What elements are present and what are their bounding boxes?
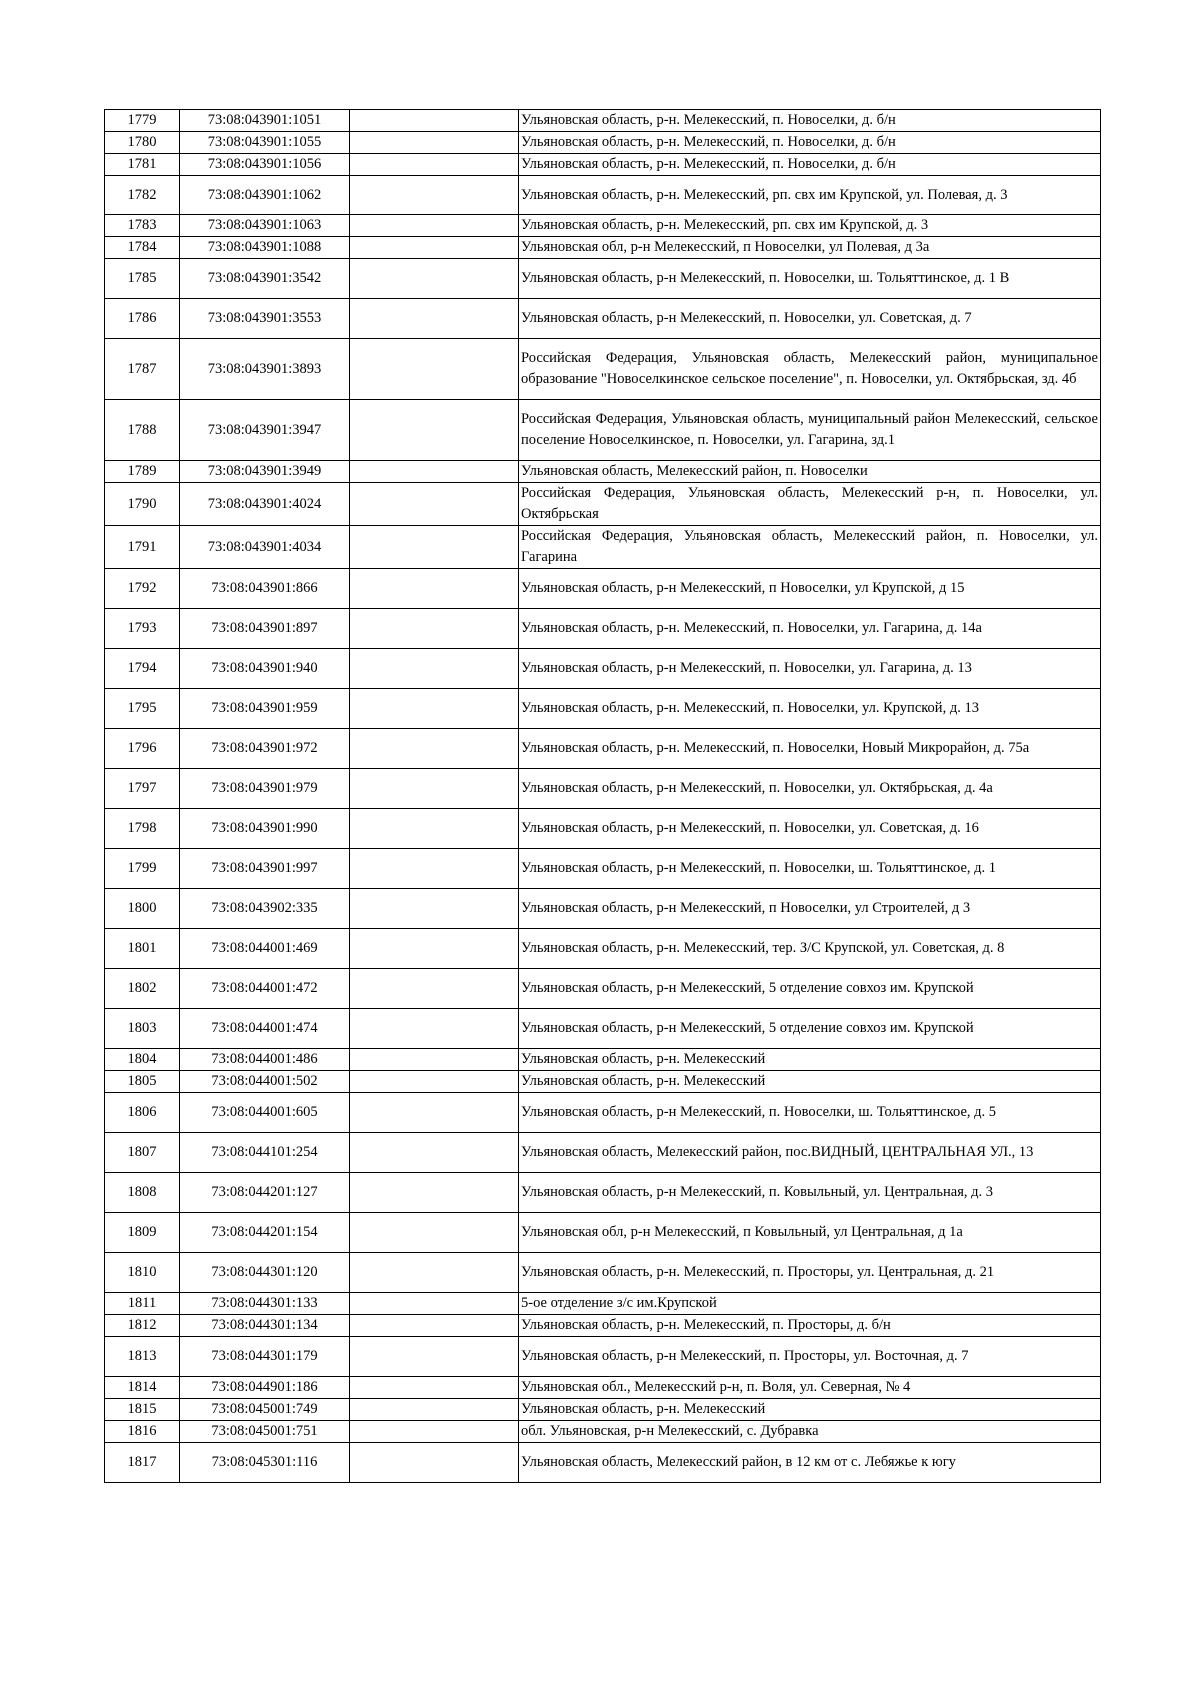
row-number-cell: 1817	[105, 1443, 180, 1483]
table-row	[105, 237, 1101, 259]
cadastral-number-cell: 73:08:043901:3949	[180, 461, 350, 483]
cadastral-number-cell: 73:08:043901:1056	[180, 154, 350, 176]
cadastral-number-cell: 73:08:043901:990	[180, 809, 350, 849]
row-number-cell: 1790	[105, 483, 180, 526]
empty-cell	[350, 809, 519, 849]
address-cell: Ульяновская область, р-н. Мелекесский, п. Просторы, д. б/н	[519, 1315, 1101, 1337]
cadastral-number-cell: 73:08:044101:254	[180, 1133, 350, 1173]
table-row	[105, 1253, 1101, 1293]
empty-cell	[350, 1337, 519, 1377]
address-cell: Ульяновская область, р-н. Мелекесский, п. Новоселки, д. б/н	[519, 154, 1101, 176]
address-cell: Ульяновская область, р-н. Мелекесский, п. Новоселки, Новый Микрорайон, д. 75а	[519, 729, 1101, 769]
empty-cell	[350, 569, 519, 609]
row-number-cell: 1800	[105, 889, 180, 929]
table-row	[105, 132, 1101, 154]
cadastral-number-cell: 73:08:043901:3542	[180, 259, 350, 299]
row-number-cell: 1783	[105, 215, 180, 237]
empty-cell	[350, 849, 519, 889]
row-number-cell: 1810	[105, 1253, 180, 1293]
cadastral-number-cell: 73:08:043901:4034	[180, 526, 350, 569]
registry-table	[104, 109, 1101, 1483]
cadastral-number-cell: 73:08:044301:133	[180, 1293, 350, 1315]
row-number-cell: 1779	[105, 110, 180, 132]
row-number-cell: 1801	[105, 929, 180, 969]
cadastral-number-cell: 73:08:044201:154	[180, 1213, 350, 1253]
address-cell: Ульяновская область, р-н Мелекесский, п. Новоселки, ш. Тольяттинское, д. 1	[519, 849, 1101, 889]
address-cell: Ульяновская область, р-н Мелекесский, п. Новоселки, ул. Октябрьская, д. 4а	[519, 769, 1101, 809]
empty-cell	[350, 483, 519, 526]
address-cell: Ульяновская область, Мелекесский район, п. Новоселки	[519, 461, 1101, 483]
table-row	[105, 609, 1101, 649]
address-cell: Ульяновская область, р-н. Мелекесский	[519, 1049, 1101, 1071]
cadastral-number-cell: 73:08:043901:1062	[180, 176, 350, 215]
address-cell: Ульяновская область, р-н Мелекесский, п. Новоселки, ул. Гагарина, д. 13	[519, 649, 1101, 689]
address-cell: Российская Федерация, Ульяновская область, Мелекесский р-н, п. Новоселки, ул. Октябрьская	[519, 483, 1101, 526]
row-number-cell: 1805	[105, 1071, 180, 1093]
cadastral-number-cell: 73:08:043901:1055	[180, 132, 350, 154]
empty-cell	[350, 729, 519, 769]
address-cell: Ульяновская область, р-н. Мелекесский, п. Новоселки, ул. Гагарина, д. 14а	[519, 609, 1101, 649]
row-number-cell: 1791	[105, 526, 180, 569]
table-row	[105, 259, 1101, 299]
empty-cell	[350, 400, 519, 461]
empty-cell	[350, 339, 519, 400]
empty-cell	[350, 1443, 519, 1483]
empty-cell	[350, 299, 519, 339]
cadastral-number-cell: 73:08:043901:866	[180, 569, 350, 609]
empty-cell	[350, 154, 519, 176]
table-row	[105, 299, 1101, 339]
address-cell: обл. Ульяновская, р-н Мелекесский, с. Дубравка	[519, 1421, 1101, 1443]
empty-cell	[350, 1049, 519, 1071]
table-row	[105, 1133, 1101, 1173]
address-cell: Ульяновская область, р-н. Мелекесский, п. Новоселки, ул. Крупской, д. 13	[519, 689, 1101, 729]
row-number-cell: 1793	[105, 609, 180, 649]
empty-cell	[350, 1009, 519, 1049]
table-row	[105, 809, 1101, 849]
cadastral-number-cell: 73:08:044001:474	[180, 1009, 350, 1049]
address-cell: Российская Федерация, Ульяновская область, Мелекесский район, п. Новоселки, ул. Гагарина	[519, 526, 1101, 569]
table-row	[105, 1293, 1101, 1315]
empty-cell	[350, 649, 519, 689]
row-number-cell: 1780	[105, 132, 180, 154]
address-cell: Ульяновская область, р-н Мелекесский, п. Новоселки, ул. Советская, д. 7	[519, 299, 1101, 339]
cadastral-number-cell: 73:08:043901:972	[180, 729, 350, 769]
empty-cell	[350, 1093, 519, 1133]
empty-cell	[350, 1071, 519, 1093]
row-number-cell: 1799	[105, 849, 180, 889]
row-number-cell: 1782	[105, 176, 180, 215]
cadastral-number-cell: 73:08:043901:3947	[180, 400, 350, 461]
row-number-cell: 1812	[105, 1315, 180, 1337]
address-cell: Ульяновская область, р-н Мелекесский, 5 отделение совхоз им. Крупской	[519, 1009, 1101, 1049]
cadastral-number-cell: 73:08:044301:179	[180, 1337, 350, 1377]
address-cell: Ульяновская область, р-н. Мелекесский, п. Новоселки, д. б/н	[519, 110, 1101, 132]
table-row	[105, 176, 1101, 215]
cadastral-number-cell: 73:08:045301:116	[180, 1443, 350, 1483]
empty-cell	[350, 609, 519, 649]
address-cell: Российская Федерация, Ульяновская область, муниципальный район Мелекесский, сельское поселение Новоселкинское, п. Новоселки, ул. Гагарина, зд.1	[519, 400, 1101, 461]
cadastral-number-cell: 73:08:044301:134	[180, 1315, 350, 1337]
cadastral-number-cell: 73:08:043901:4024	[180, 483, 350, 526]
row-number-cell: 1785	[105, 259, 180, 299]
address-cell: Ульяновская область, р-н. Мелекесский	[519, 1399, 1101, 1421]
table-row	[105, 526, 1101, 569]
cadastral-number-cell: 73:08:043901:1051	[180, 110, 350, 132]
table-row	[105, 729, 1101, 769]
table-row	[105, 849, 1101, 889]
cadastral-number-cell: 73:08:044001:502	[180, 1071, 350, 1093]
table-row	[105, 1337, 1101, 1377]
table-row	[105, 889, 1101, 929]
row-number-cell: 1795	[105, 689, 180, 729]
address-cell: Ульяновская обл, р-н Мелекесский, п Новоселки, ул Полевая, д 3а	[519, 237, 1101, 259]
cadastral-number-cell: 73:08:043901:997	[180, 849, 350, 889]
empty-cell	[350, 1315, 519, 1337]
address-cell: Ульяновская область, р-н. Мелекесский	[519, 1071, 1101, 1093]
table-row	[105, 461, 1101, 483]
row-number-cell: 1814	[105, 1377, 180, 1399]
cadastral-number-cell: 73:08:043901:1088	[180, 237, 350, 259]
cadastral-number-cell: 73:08:043901:1063	[180, 215, 350, 237]
row-number-cell: 1781	[105, 154, 180, 176]
address-cell: Ульяновская область, р-н. Мелекесский, тер. З/С Крупской, ул. Советская, д. 8	[519, 929, 1101, 969]
cadastral-number-cell: 73:08:043901:979	[180, 769, 350, 809]
empty-cell	[350, 215, 519, 237]
table-row	[105, 769, 1101, 809]
cadastral-number-cell: 73:08:044301:120	[180, 1253, 350, 1293]
table-row	[105, 1173, 1101, 1213]
empty-cell	[350, 461, 519, 483]
empty-cell	[350, 132, 519, 154]
table-row	[105, 1071, 1101, 1093]
table-row	[105, 1093, 1101, 1133]
empty-cell	[350, 689, 519, 729]
table-row	[105, 1009, 1101, 1049]
row-number-cell: 1808	[105, 1173, 180, 1213]
row-number-cell: 1803	[105, 1009, 180, 1049]
empty-cell	[350, 1377, 519, 1399]
cadastral-number-cell: 73:08:044001:605	[180, 1093, 350, 1133]
table-row	[105, 1049, 1101, 1071]
table-row	[105, 1443, 1101, 1483]
row-number-cell: 1809	[105, 1213, 180, 1253]
address-cell: Ульяновская область, р-н Мелекесский, п. Новоселки, ш. Тольяттинское, д. 5	[519, 1093, 1101, 1133]
cadastral-number-cell: 73:08:045001:749	[180, 1399, 350, 1421]
row-number-cell: 1789	[105, 461, 180, 483]
table-row	[105, 569, 1101, 609]
table-row	[105, 154, 1101, 176]
row-number-cell: 1798	[105, 809, 180, 849]
table-row	[105, 110, 1101, 132]
row-number-cell: 1788	[105, 400, 180, 461]
table-row	[105, 1315, 1101, 1337]
empty-cell	[350, 1253, 519, 1293]
empty-cell	[350, 1213, 519, 1253]
row-number-cell: 1815	[105, 1399, 180, 1421]
empty-cell	[350, 889, 519, 929]
row-number-cell: 1796	[105, 729, 180, 769]
address-cell: Ульяновская область, р-н Мелекесский, п. Просторы, ул. Восточная, д. 7	[519, 1337, 1101, 1377]
address-cell: Ульяновская область, р-н Мелекесский, 5 отделение совхоз им. Крупской	[519, 969, 1101, 1009]
empty-cell	[350, 259, 519, 299]
table-row	[105, 649, 1101, 689]
cadastral-number-cell: 73:08:043901:3553	[180, 299, 350, 339]
empty-cell	[350, 1421, 519, 1443]
cadastral-number-cell: 73:08:043901:897	[180, 609, 350, 649]
row-number-cell: 1784	[105, 237, 180, 259]
address-cell: Ульяновская область, р-н Мелекесский, п Новоселки, ул Строителей, д 3	[519, 889, 1101, 929]
row-number-cell: 1813	[105, 1337, 180, 1377]
cadastral-number-cell: 73:08:045001:751	[180, 1421, 350, 1443]
table-row	[105, 689, 1101, 729]
empty-cell	[350, 769, 519, 809]
empty-cell	[350, 526, 519, 569]
empty-cell	[350, 1293, 519, 1315]
address-cell: Ульяновская область, р-н Мелекесский, п. Новоселки, ул. Советская, д. 16	[519, 809, 1101, 849]
row-number-cell: 1797	[105, 769, 180, 809]
address-cell: Ульяновская область, р-н Мелекесский, п. Ковыльный, ул. Центральная, д. 3	[519, 1173, 1101, 1213]
table-row	[105, 400, 1101, 461]
table-row	[105, 1399, 1101, 1421]
address-cell: Ульяновская область, р-н. Мелекесский, п. Просторы, ул. Центральная, д. 21	[519, 1253, 1101, 1293]
empty-cell	[350, 1399, 519, 1421]
empty-cell	[350, 176, 519, 215]
table-row	[105, 969, 1101, 1009]
row-number-cell: 1816	[105, 1421, 180, 1443]
cadastral-number-cell: 73:08:044001:469	[180, 929, 350, 969]
cadastral-number-cell: 73:08:044901:186	[180, 1377, 350, 1399]
table-row	[105, 483, 1101, 526]
table-row	[105, 1213, 1101, 1253]
empty-cell	[350, 110, 519, 132]
table-row	[105, 1377, 1101, 1399]
address-cell: Российская Федерация, Ульяновская область, Мелекесский район, муниципальное образование "Новоселкинское сельское поселение", п. Новоселки, ул. Октябрьская, зд. 4б	[519, 339, 1101, 400]
row-number-cell: 1804	[105, 1049, 180, 1071]
row-number-cell: 1802	[105, 969, 180, 1009]
row-number-cell: 1794	[105, 649, 180, 689]
row-number-cell: 1787	[105, 339, 180, 400]
cadastral-number-cell: 73:08:044001:486	[180, 1049, 350, 1071]
address-cell: Ульяновская обл., Мелекесский р-н, п. Воля, ул. Северная, № 4	[519, 1377, 1101, 1399]
row-number-cell: 1792	[105, 569, 180, 609]
cadastral-number-cell: 73:08:043902:335	[180, 889, 350, 929]
cadastral-number-cell: 73:08:044201:127	[180, 1173, 350, 1213]
empty-cell	[350, 1173, 519, 1213]
cadastral-number-cell: 73:08:043901:940	[180, 649, 350, 689]
cadastral-number-cell: 73:08:044001:472	[180, 969, 350, 1009]
address-cell: Ульяновская обл, р-н Мелекесский, п Ковыльный, ул Центральная, д 1а	[519, 1213, 1101, 1253]
address-cell: Ульяновская область, р-н Мелекесский, п. Новоселки, ш. Тольяттинское, д. 1 В	[519, 259, 1101, 299]
address-cell: Ульяновская область, р-н. Мелекесский, рп. свх им Крупской, д. 3	[519, 215, 1101, 237]
address-cell: Ульяновская область, р-н. Мелекесский, п. Новоселки, д. б/н	[519, 132, 1101, 154]
registry-table-body	[105, 110, 1101, 1483]
address-cell: Ульяновская область, р-н. Мелекесский, рп. свх им Крупской, ул. Полевая, д. 3	[519, 176, 1101, 215]
cadastral-number-cell: 73:08:043901:959	[180, 689, 350, 729]
empty-cell	[350, 1133, 519, 1173]
row-number-cell: 1807	[105, 1133, 180, 1173]
row-number-cell: 1806	[105, 1093, 180, 1133]
cadastral-number-cell: 73:08:043901:3893	[180, 339, 350, 400]
row-number-cell: 1811	[105, 1293, 180, 1315]
address-cell: 5-ое отделение з/с им.Крупской	[519, 1293, 1101, 1315]
table-row	[105, 339, 1101, 400]
empty-cell	[350, 929, 519, 969]
empty-cell	[350, 969, 519, 1009]
address-cell: Ульяновская область, Мелекесский район, в 12 км от с. Лебяжье к югу	[519, 1443, 1101, 1483]
table-row	[105, 1421, 1101, 1443]
empty-cell	[350, 237, 519, 259]
address-cell: Ульяновская область, р-н Мелекесский, п Новоселки, ул Крупской, д 15	[519, 569, 1101, 609]
table-row	[105, 215, 1101, 237]
row-number-cell: 1786	[105, 299, 180, 339]
table-row	[105, 929, 1101, 969]
address-cell: Ульяновская область, Мелекесский район, пос.ВИДНЫЙ, ЦЕНТРАЛЬНАЯ УЛ., 13	[519, 1133, 1101, 1173]
